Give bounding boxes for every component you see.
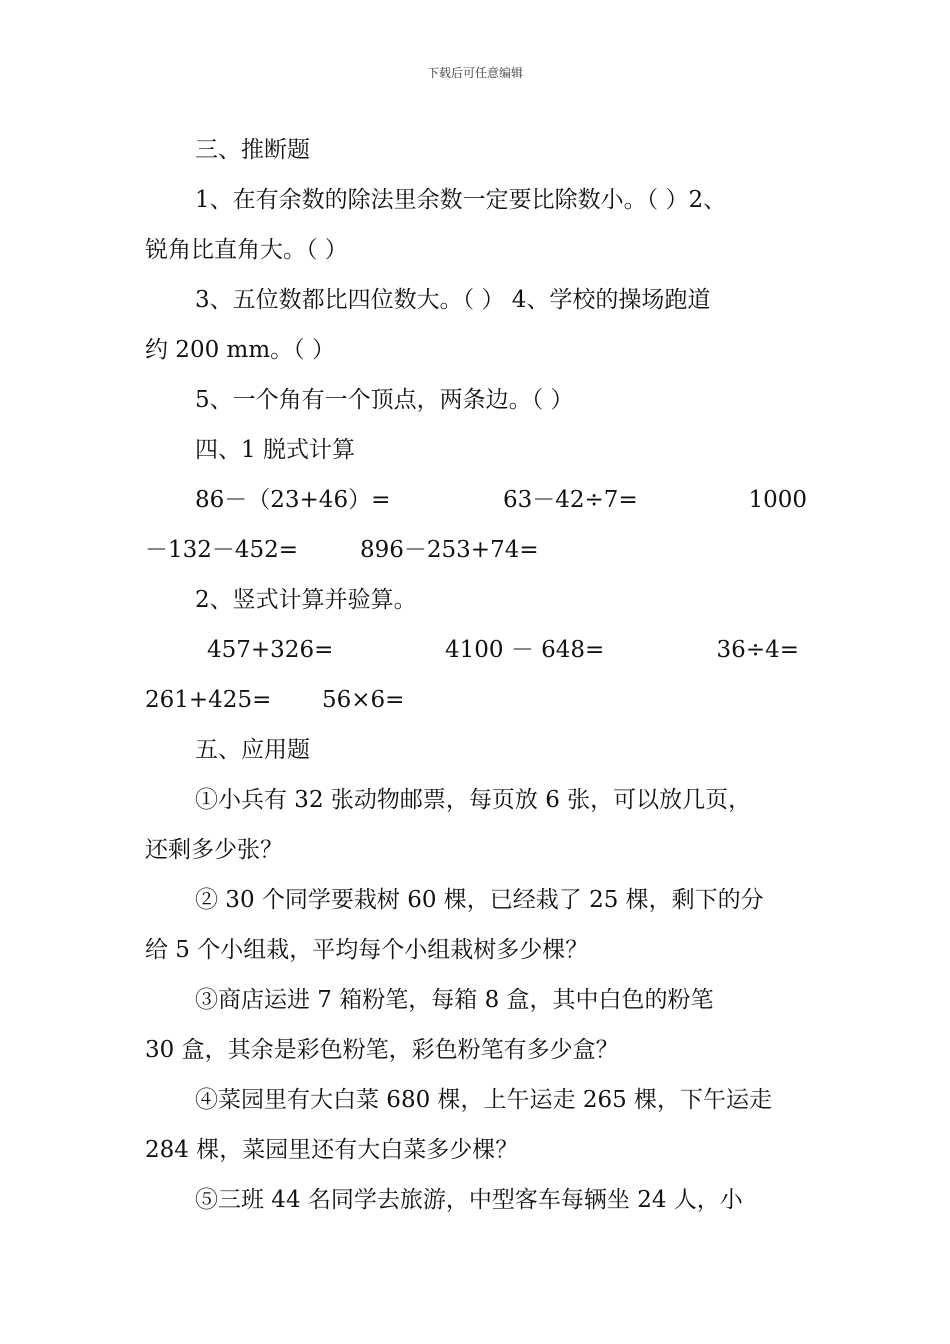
problem-2-continued: 给 5 个小组栽，平均每个小组栽树多少棵？ <box>145 937 589 963</box>
calc-expression: 4100 － 648= <box>445 637 605 663</box>
problem-3-continued: 30 盒，其余是彩色粉笔，彩色粉笔有多少盒？ <box>145 1037 619 1063</box>
problem-3: ③商店运进 7 箱粉笔，每箱 8 盒，其中白色的粉笔 <box>195 987 714 1013</box>
section-title-application: 五、应用题 <box>195 737 310 763</box>
question-3-4: 3、五位数都比四位数大。（ ） 4、学校的操场跑道 <box>195 287 711 313</box>
calc-expression: 36÷4= <box>716 637 799 663</box>
question-1: 1、在有余数的除法里余数一定要比除数小。（ ）2、 <box>195 187 727 213</box>
vert-row-2 <box>145 675 807 725</box>
calc-row-1 <box>145 475 807 525</box>
calc-expression: 261+425= <box>145 687 272 713</box>
calc-expression: 63－42÷7= <box>503 487 638 513</box>
question-5: 5、一个角有一个顶点，两条边。（ ） <box>195 387 574 413</box>
vertical-calc-title: 2、竖式计算并验算。 <box>195 587 417 613</box>
calc-expression: 56×6= <box>322 687 405 713</box>
calc-row-2 <box>145 525 807 575</box>
question-2: 锐角比直角大。（ ） <box>145 237 348 263</box>
problem-1-continued: 还剩多少张？ <box>145 837 283 863</box>
problem-5: ⑤三班 44 名同学去旅游，中型客车每辆坐 24 人，小 <box>195 1187 743 1213</box>
calc-expression: 457+326= <box>207 637 334 663</box>
problem-4-continued: 284 棵，菜园里还有大白菜多少棵？ <box>145 1137 519 1163</box>
calc-expression: 896－253+74= <box>360 537 539 563</box>
vert-row-1 <box>145 625 807 675</box>
problem-1: ①小兵有 32 张动物邮票，每页放 6 张，可以放几页， <box>195 787 752 813</box>
calc-expression: 1000 <box>748 487 807 513</box>
problem-4: ④菜园里有大白菜 680 棵，上午运走 265 棵，下午运走 <box>195 1087 773 1113</box>
page-header: 下载后可任意编辑 <box>426 66 523 80</box>
calc-expression: －132－452= <box>145 537 299 563</box>
document-body <box>145 125 807 1225</box>
question-4-continued: 约 200 mm。（ ） <box>145 337 335 363</box>
section-title-calculation: 四、1 脱式计算 <box>195 437 355 463</box>
section-title-judgement: 三、推断题 <box>195 137 310 163</box>
problem-2: ② 30 个同学要栽树 60 棵，已经栽了 25 棵，剩下的分 <box>195 887 764 913</box>
calc-expression: 86－（23+46）= <box>195 487 391 513</box>
